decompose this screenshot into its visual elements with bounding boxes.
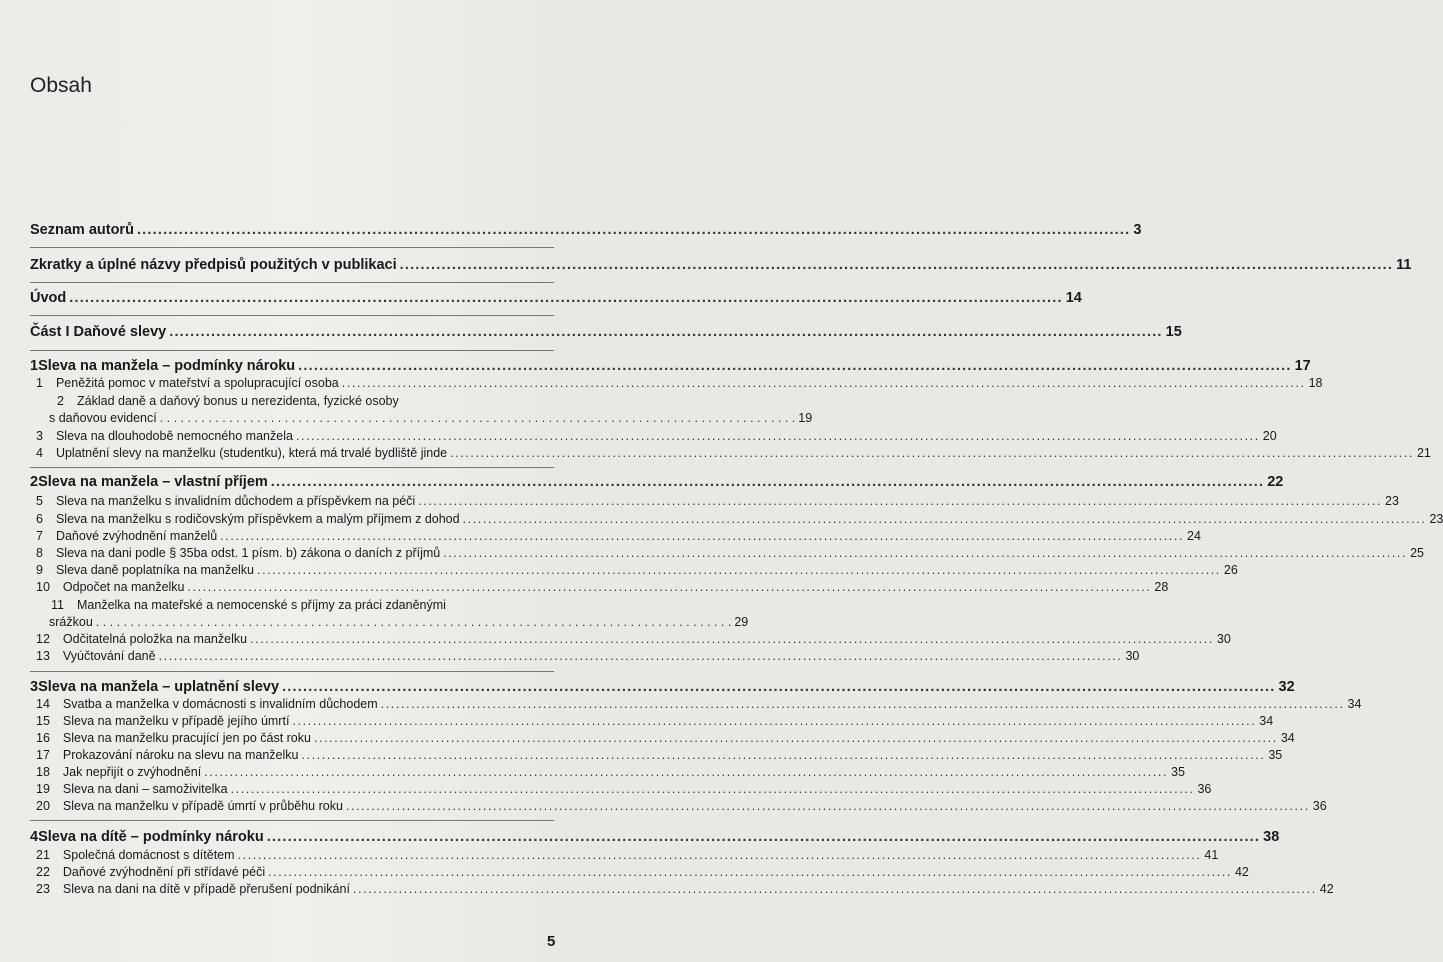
toc-entry-page: 3	[1133, 222, 1142, 238]
toc-chapter-3[interactable]	[30, 679, 1295, 695]
toc-item-2[interactable]	[30, 394, 554, 408]
dot-leader	[220, 529, 1184, 543]
toc-item-17[interactable]	[30, 748, 1283, 762]
item-title: Vyúčtování daně	[62, 649, 156, 663]
item-page: 18	[1308, 376, 1323, 390]
item-title: Sleva na manželku v případě jejího úmrtí	[62, 714, 290, 728]
item-page: 42	[1319, 882, 1334, 896]
dot-leader	[463, 512, 1427, 526]
divider	[30, 671, 554, 672]
toc-entry-page: 15	[1165, 324, 1182, 340]
toc-item-22[interactable]	[30, 865, 1249, 879]
item-number: 10	[36, 580, 50, 594]
toc-item-12[interactable]	[30, 632, 1231, 646]
item-number: 17	[36, 748, 50, 762]
item-page: 30	[1125, 649, 1140, 663]
item-title: Sleva na manželku s invalidním důchodem a příspěvkem na péči	[55, 494, 416, 508]
toc-item-21[interactable]	[30, 848, 1219, 862]
dot-leader	[160, 411, 796, 425]
toc-item-11-continued[interactable]	[30, 615, 749, 629]
dot-leader	[267, 829, 1260, 845]
toc-item-4[interactable]	[30, 446, 1431, 460]
item-number: 5	[36, 494, 43, 508]
item-page: 36	[1197, 782, 1212, 796]
item-page: 41	[1204, 848, 1219, 862]
item-title: Prokazování nároku na slevu na manželku	[62, 748, 299, 762]
toc-item-23[interactable]	[30, 882, 1334, 896]
dot-leader	[314, 731, 1278, 745]
page-number: 5	[547, 933, 556, 950]
chapter-page: 38	[1263, 829, 1280, 845]
item-number: 20	[36, 799, 50, 813]
dot-leader	[381, 697, 1345, 711]
item-number: 2	[57, 394, 64, 408]
chapter-number: 4	[30, 829, 39, 845]
item-number: 8	[36, 546, 43, 560]
toc-chapter-2[interactable]	[30, 474, 1284, 490]
dot-leader	[296, 429, 1260, 443]
item-title: Sleva na dani – samoživitelka	[62, 782, 228, 796]
dot-leader	[418, 494, 1382, 508]
item-number: 1	[36, 376, 43, 390]
dot-leader	[159, 649, 1123, 663]
dot-leader	[301, 748, 1265, 762]
toc-entry-title: Zkratky a úplné názvy předpisů použitých v publikaci	[30, 257, 397, 273]
dot-leader	[443, 546, 1407, 560]
toc-item-16[interactable]	[30, 731, 1295, 745]
item-number: 7	[36, 529, 43, 543]
toc-chapter-1[interactable]	[30, 358, 1311, 374]
toc-item-5[interactable]	[30, 494, 1399, 508]
chapter-title: Sleva na dítě – podmínky nároku	[38, 829, 264, 845]
toc-item-3[interactable]	[30, 429, 1277, 443]
item-title: Manželka na mateřské a nemocenské s příjmy za práci zdaněnými	[77, 598, 446, 612]
chapter-number: 3	[30, 679, 39, 695]
toc-entry-abbreviations[interactable]	[30, 257, 1412, 273]
divider	[30, 467, 554, 468]
item-title: Sleva na dani podle § 35ba odst. 1 písm. b) zákona o daních z příjmů	[55, 546, 441, 560]
item-number: 14	[36, 697, 50, 711]
item-title: Daňové zvýhodnění manželů	[55, 529, 218, 543]
dot-leader	[169, 324, 1162, 340]
toc-item-10[interactable]	[30, 580, 1169, 594]
toc-entry-introduction[interactable]	[30, 290, 1082, 306]
toc-item-11[interactable]	[30, 598, 554, 612]
dot-leader	[257, 563, 1221, 577]
item-title: Sleva daně poplatníka na manželku	[55, 563, 255, 577]
dot-leader	[250, 632, 1214, 646]
item-page: 30	[1216, 632, 1231, 646]
chapter-number: 2	[30, 474, 39, 490]
toc-item-8[interactable]	[30, 546, 1424, 560]
item-page: 35	[1171, 765, 1185, 779]
item-number: 23	[36, 882, 50, 896]
divider	[30, 820, 554, 821]
dot-leader	[96, 615, 732, 629]
chapter-page: 17	[1294, 358, 1311, 374]
toc-item-19[interactable]	[30, 782, 1212, 796]
chapter-page: 32	[1278, 679, 1295, 695]
item-title: Sleva na manželku s rodičovským příspěvkem a malým příjmem z dohod	[55, 512, 460, 526]
item-title: Sleva na manželku v případě úmrtí v průběhu roku	[62, 799, 343, 813]
dot-leader	[231, 782, 1195, 796]
chapter-page: 22	[1267, 474, 1284, 490]
divider	[30, 247, 554, 248]
toc-entry-title: Úvod	[30, 290, 67, 306]
toc-entry-title: Seznam autorů	[30, 222, 134, 238]
item-title: Sleva na dani na dítě v případě přerušení podnikání	[62, 882, 350, 896]
dot-leader	[268, 865, 1232, 879]
item-number: 9	[36, 563, 43, 577]
item-title-continued: srážkou	[49, 615, 93, 629]
dot-leader	[238, 848, 1202, 862]
item-title: Peněžitá pomoc v mateřství a spolupracující osoba	[55, 376, 339, 390]
dot-leader	[69, 290, 1062, 306]
item-page: 42	[1234, 865, 1249, 879]
dot-leader	[353, 882, 1317, 896]
item-title: Sleva na dlouhodobě nemocného manžela	[55, 429, 293, 443]
item-title: Společná domácnost s dítětem	[62, 848, 235, 862]
chapter-number: 1	[30, 358, 39, 374]
item-number: 3	[36, 429, 43, 443]
toc-item-6[interactable]	[30, 512, 1443, 526]
toc-entry-authors[interactable]	[30, 222, 1142, 238]
chapter-title: Sleva na manžela – uplatnění slevy	[38, 679, 280, 695]
toc-entry-page: 11	[1396, 257, 1412, 273]
toc-item-13[interactable]	[30, 649, 1140, 663]
item-number: 19	[36, 782, 50, 796]
dot-leader	[292, 714, 1256, 728]
toc-chapter-4[interactable]	[30, 829, 1280, 845]
item-title: Jak nepřijít o zvýhodnění	[62, 765, 202, 779]
item-number: 13	[36, 649, 50, 663]
item-number: 18	[36, 765, 50, 779]
divider	[30, 282, 554, 283]
divider	[30, 315, 554, 316]
item-page: 34	[1280, 731, 1295, 745]
item-title-continued: s daňovou evidencí	[49, 411, 157, 425]
item-page: 20	[1262, 429, 1277, 443]
toc-item-1[interactable]	[30, 376, 1323, 390]
item-number: 6	[36, 512, 43, 526]
dot-leader	[342, 376, 1306, 390]
item-number: 12	[36, 632, 50, 646]
toc-item-7[interactable]	[30, 529, 1201, 543]
divider	[30, 350, 554, 351]
dot-leader	[188, 580, 1152, 594]
dot-leader	[271, 474, 1264, 490]
item-title: Odčitatelná položka na manželku	[62, 632, 248, 646]
chapter-title: Sleva na manžela – vlastní příjem	[38, 474, 268, 490]
toc-item-15[interactable]	[30, 714, 1274, 728]
item-number: 22	[36, 865, 50, 879]
item-title: Odpočet na manželku	[62, 580, 185, 594]
item-title: Uplatnění slevy na manželku (studentku), která má trvalé bydliště jinde	[55, 446, 448, 460]
item-page: 34	[1347, 697, 1362, 711]
toc-item-9[interactable]	[30, 563, 1238, 577]
item-number: 4	[36, 446, 43, 460]
chapter-title: Sleva na manžela – podmínky nároku	[38, 358, 296, 374]
item-number: 11	[51, 598, 64, 612]
toc-entry-title: Část I Daňové slevy	[30, 324, 167, 340]
item-number: 16	[36, 731, 50, 745]
item-title: Sleva na manželku pracující jen po část roku	[62, 731, 311, 745]
toc-item-14[interactable]	[30, 697, 1362, 711]
item-page: 26	[1223, 563, 1238, 577]
item-title: Daňové zvýhodnění při střídavé péči	[62, 865, 266, 879]
dot-leader	[346, 799, 1310, 813]
dot-leader	[137, 222, 1130, 238]
dot-leader	[204, 765, 1168, 779]
dot-leader	[298, 358, 1291, 374]
item-page: 25	[1410, 546, 1424, 560]
toc-item-2-continued[interactable]	[30, 411, 813, 425]
page-title: Obsah	[30, 74, 92, 97]
item-page: 24	[1187, 529, 1201, 543]
item-page: 35	[1268, 748, 1283, 762]
dot-leader	[450, 446, 1414, 460]
toc-item-18[interactable]	[30, 765, 1185, 779]
toc-entry-page: 14	[1065, 290, 1082, 306]
item-page: 34	[1259, 714, 1274, 728]
item-number: 15	[36, 714, 50, 728]
item-page: 23	[1385, 494, 1399, 508]
toc-item-20[interactable]	[30, 799, 1327, 813]
item-title: Svatba a manželka v domácnosti s invalidním důchodem	[62, 697, 378, 711]
item-title: Základ daně a daňový bonus u nerezidenta, fyzické osoby	[77, 394, 399, 408]
dot-leader	[282, 679, 1275, 695]
item-number: 21	[36, 848, 50, 862]
item-page: 36	[1312, 799, 1327, 813]
item-page: 28	[1154, 580, 1169, 594]
toc-entry-part-1[interactable]	[30, 324, 1182, 340]
item-page: 23	[1429, 512, 1443, 526]
item-page: 19	[798, 411, 813, 425]
dot-leader	[400, 257, 1393, 273]
item-page: 21	[1416, 446, 1431, 460]
item-page: 29	[734, 615, 749, 629]
